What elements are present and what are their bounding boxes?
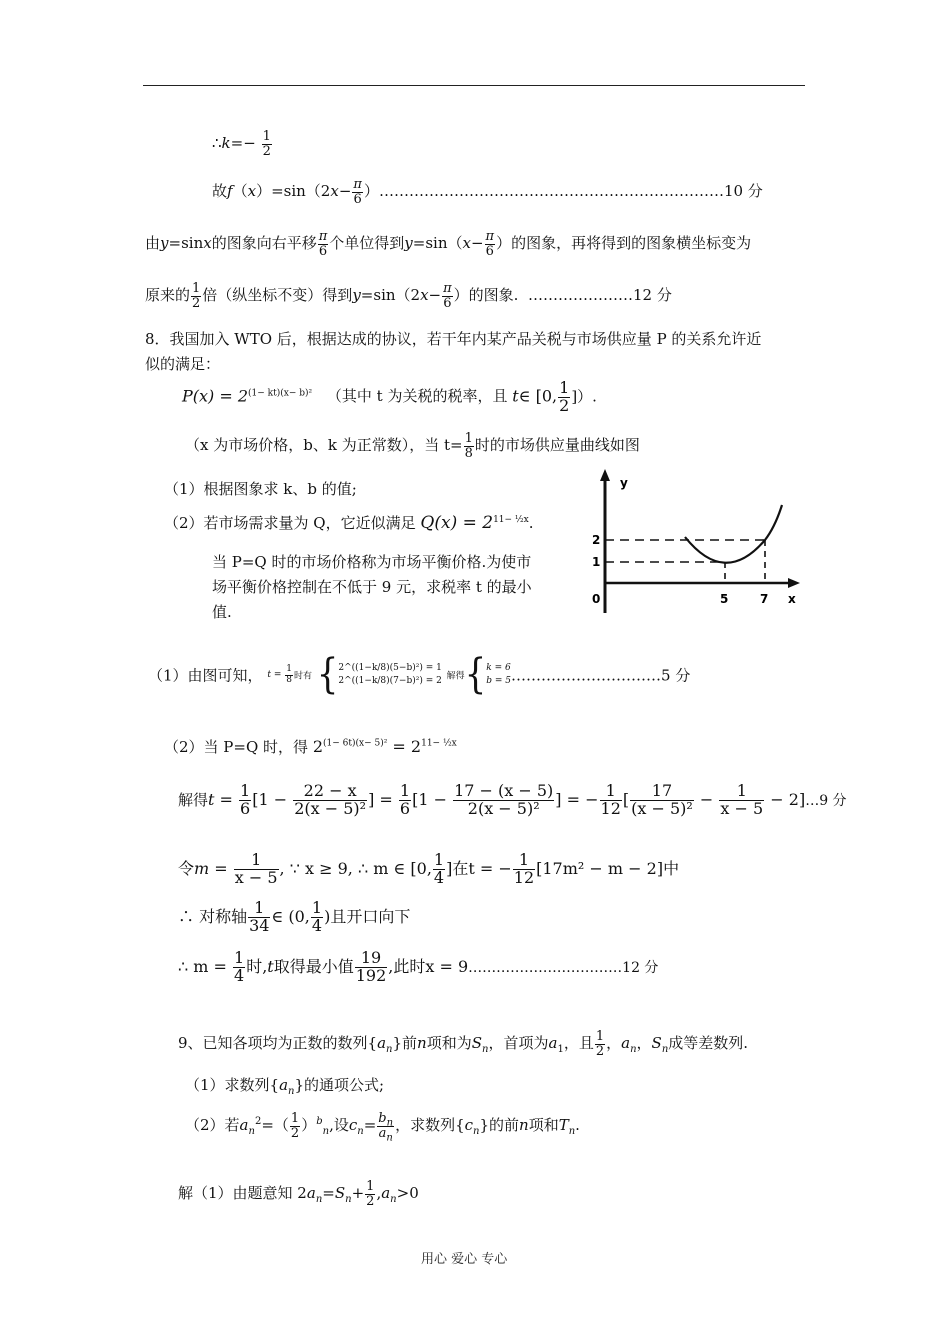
graph-x-label: x	[788, 592, 796, 606]
k-result-line: ∴k=− $\frac{1}{2}$	[212, 129, 271, 159]
supply-curve-graph	[570, 465, 805, 625]
q8-stem-1: 8．我国加入 WTO 后，根据达成的协议，若干年内某产品关税与市场供应量 P 的关系允许近	[145, 330, 762, 348]
graph-origin: 0	[592, 592, 601, 606]
graph-y-label: y	[620, 476, 628, 490]
graph-y-tick-1: 1	[592, 555, 601, 569]
q8-part2-line2: 当 P=Q 时的市场价格称为市场平衡价格.为使市	[212, 553, 532, 571]
q8-formula: $P(x) = 2^{(1- kt)(x- b)^2}$ （其中 t 为关税的税率，且 t∈ [0, $\frac{1}{2}$ ]）.	[182, 378, 597, 415]
q8-stem-2: 似的满足：	[145, 355, 221, 373]
graph-y-tick-2: 2	[592, 533, 601, 547]
q9-part1: （1）求数列$\{a_n\}$的通项公式;	[185, 1076, 385, 1097]
y-axis-arrow	[600, 469, 610, 481]
fx-result-line: 故f（x）=sin（2x− $\frac{\pi}{6}$ ）……………………………………………………………10 分	[212, 177, 763, 207]
sol8-part2: （2）当 P=Q 时，得 $2^{(1- 6t)(x- 5)^2} = 2^{11- \frac{1}{2}x}$	[164, 737, 457, 756]
q8-part2-line4: 值.	[212, 603, 232, 621]
transform-line-2: 原来的 $\frac{1}{2}$ 倍（纵坐标不变）得到y=sin（2x− $\frac{\pi}{6}$ ）的图象. …………………12 分	[145, 281, 672, 311]
q8-note: （x 为市场价格，b、k 为正常数），当 t= $\frac{1}{8}$ 时的市场供应量曲线如图	[185, 431, 640, 461]
transform-line-1: 由y=sinx的图象向右平移 $\frac{\pi}{6}$ 个单位得到y=sin（x− $\frac{\pi}{6}$ ）的图象，再将得到的图象横坐标变为	[145, 229, 752, 259]
sol8-t-expression: 解得t = $\frac{1}{6}$ [1 − $\frac{22 - x}{\text{2(x − 5)²}}$ ] = $\frac{1}{6}$ [1 − $\frac{17 - (x - 5)}{\text{2(x − 5)²}}$ ] = − $\frac{1}{12}$ [ $\frac{17}{\text{(x − 5)²}}$ − $\frac{1}{x - 5}$ − 2]…9 分	[178, 781, 847, 818]
sol8-substitution: 令m = $\frac{1}{x - 5}$ , ∵ x ≥ 9, ∴ m ∈ [0, $\frac{1}{4}$ ]在t = − $\frac{1}{12}$ [17m² − m − 2]中	[178, 850, 680, 887]
q8-part1: （1）根据图象求 k、b 的值;	[164, 480, 357, 498]
graph-x-tick-5: 5	[720, 592, 729, 606]
q9-solution: 解（1）由题意知 $2a_n=S_n+$ $\frac{1}{2}$ $,a_n>0$	[178, 1179, 419, 1209]
fraction-half: $\frac{1}{2}$	[262, 129, 271, 159]
page-footer: 用心 爱心 专心	[421, 1252, 508, 1267]
x-axis-arrow	[788, 578, 800, 588]
sol8-conclusion: ∴ m = $\frac{1}{4}$ 时,t取得最小值 $\frac{19}{192}$ ,此时x = 9……………………………12 分	[178, 948, 659, 985]
q8-part2-line3: 场平衡价格控制在不低于 9 元，求税率 t 的最小	[212, 578, 532, 596]
sol8-part1: （1）由图可知， t = $\frac{1}{8}$ 时有 { 2^((1−k/8)(5−b)²) = 1 2^((1−k/8)(7−b)²) = 2 解得{ k = 6 b = 5 …………………………5 分	[148, 651, 691, 699]
system-row-2: 2^((1−k/8)(7−b)²) = 2	[338, 676, 442, 686]
header-rule	[143, 85, 805, 86]
q8-part2: （2）若市场需求量为 Q，它近似满足 $Q(x) = 2^{11- \frac{1}{2}x}$.	[164, 513, 534, 533]
q9-stem: 9、已知各项均为正数的数列$\{a_n\}$前n项和为$S_n$，首项为$a_1$，且 $\frac{1}{2}$ ，$a_n$，$S_n$成等差数列.	[178, 1029, 749, 1059]
sol8-axis: ∴ 对称轴 $\frac{1}{34}$ ∈ (0, $\frac{1}{4}$ )且开口向下	[178, 898, 411, 935]
system-row-1: 2^((1−k/8)(5−b)²) = 1	[338, 662, 442, 673]
graph-x-tick-7: 7	[760, 592, 769, 606]
supply-curve	[685, 505, 782, 563]
q9-part2: （2）若$a_n^2=$（ $\frac{1}{2}$ ）$^b_n$,设$c_n=$ $\frac{b_n}{a_n}$ ，求数列$\{c_n\}$的前n项和$T_n$.	[185, 1111, 580, 1144]
